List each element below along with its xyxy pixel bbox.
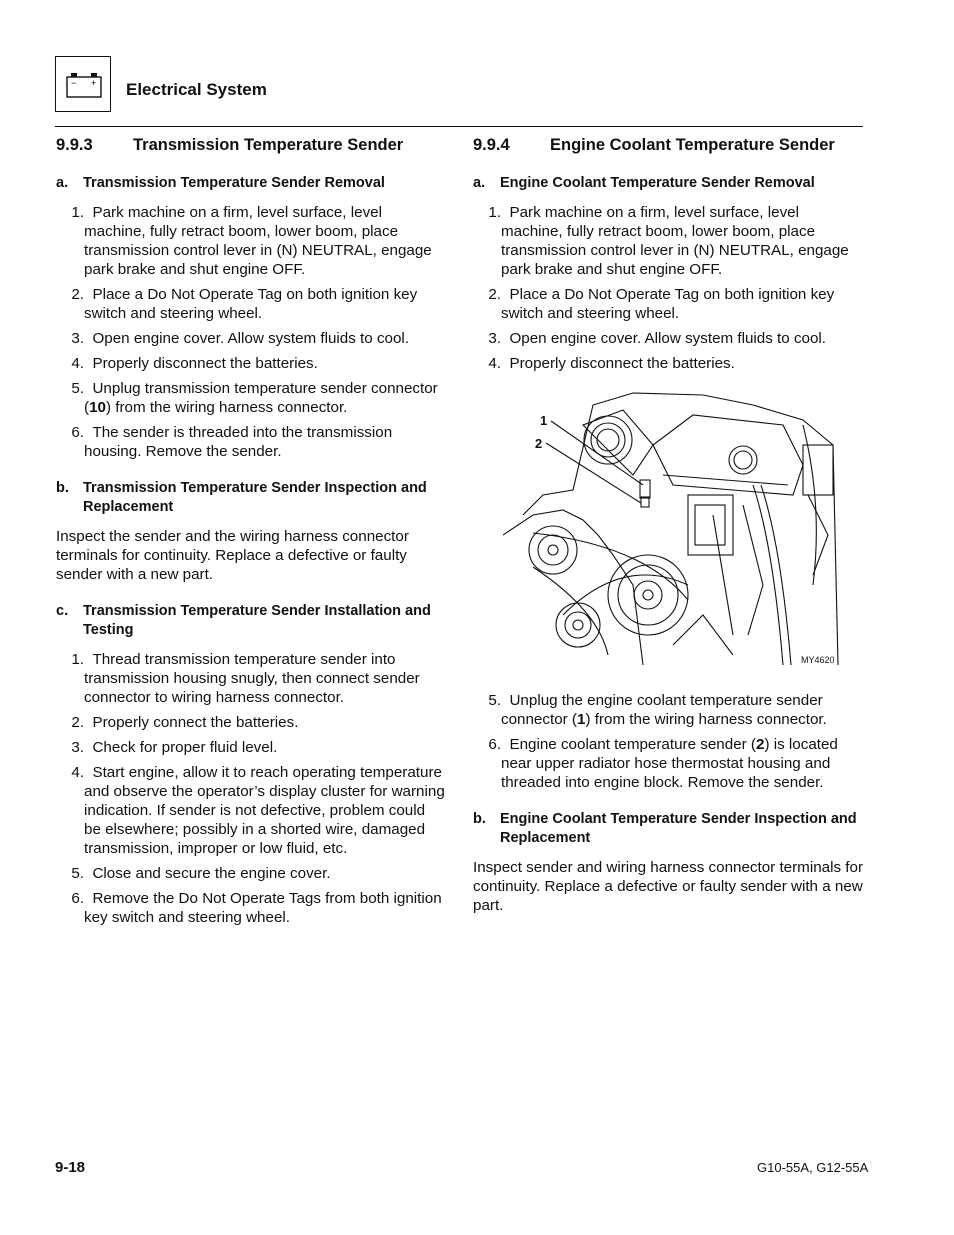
section-title: Transmission Temperature Sender	[133, 136, 404, 154]
removal-steps	[56, 203, 446, 461]
subheading-letter: a.	[473, 175, 486, 191]
figure-code: MY4620	[801, 655, 835, 665]
list-item: 6. Remove the Do Not Operate Tags from both ignition key switch and steering wheel.	[71, 890, 442, 926]
list-item: 2. Place a Do Not Operate Tag on both ignition key switch and steering wheel.	[71, 286, 418, 322]
inspection-paragraph: Inspect the sender and the wiring harness connector terminals for continuity. Replace a defective or faulty sender with a new part.	[56, 528, 409, 583]
subheading-inspection	[56, 479, 446, 517]
list-item: 1. Park machine on a firm, level surface, level machine, fully retract boom, lower boom, place transmission control lever in (N) NEUTRAL, engage park brake and shut engine OFF.	[488, 204, 849, 278]
subheading-title: Engine Coolant Temperature Sender Removal	[500, 175, 815, 191]
list-item: 4. Start engine, allow it to reach operating temperature and observe the operator’s display cluster for warning indication. If sender is not defective, problem could be elsewhere; possibly in a shorted wire, damaged transmission, improper or low fluid, etc.	[71, 764, 445, 857]
subheading-letter: a.	[56, 175, 69, 191]
list-item: 4. Properly disconnect the batteries.	[71, 355, 318, 372]
list-item: 5. Close and secure the engine cover.	[71, 865, 331, 882]
list-item: 5. Unplug the engine coolant temperature sender connector (1) from the wiring harness connector.	[488, 692, 827, 728]
subheading-letter: b.	[473, 811, 486, 827]
inspection-paragraph: Inspect sender and wiring harness connector terminals for continuity. Replace a defective or faulty sender with a new part.	[473, 859, 864, 914]
engine-drawing	[503, 385, 853, 665]
battery-icon-box	[55, 56, 111, 112]
subheading-title: Engine Coolant Temperature Sender Inspection and Replacement	[500, 811, 857, 846]
section-title: Engine Coolant Temperature Sender	[550, 136, 835, 154]
list-item: 2. Place a Do Not Operate Tag on both ignition key switch and steering wheel.	[488, 286, 835, 322]
list-item: 1. Thread transmission temperature sender into transmission housing snugly, then connect sender connector to wiring harness connector.	[71, 651, 420, 706]
page-section-title: Electrical System	[126, 80, 267, 99]
list-item: 1. Park machine on a firm, level surface, level machine, fully retract boom, lower boom, place transmission control lever in (N) NEUTRAL, engage park brake and shut engine OFF.	[71, 204, 432, 278]
list-item: 4. Properly disconnect the batteries.	[488, 355, 735, 372]
subheading-title: Transmission Temperature Sender Inspection and Replacement	[83, 480, 427, 515]
subheading-removal	[56, 174, 446, 193]
section-number: 9.9.3	[56, 136, 93, 154]
subheading-letter: c.	[56, 603, 69, 619]
subheading-inspection	[473, 810, 863, 848]
section-heading-coolant	[473, 136, 863, 155]
battery-minus: −	[71, 78, 77, 88]
list-item: 3. Open engine cover. Allow system fluids to cool.	[488, 330, 827, 347]
model-numbers: G10-55A, G12-55A	[757, 1160, 869, 1175]
removal-steps-part2	[473, 691, 863, 792]
list-item: 5. Unplug transmission temperature sender connector (10) from the wiring harness connector.	[71, 380, 438, 416]
subheading-removal	[473, 174, 863, 193]
callout-2: 2	[535, 436, 543, 451]
section-number: 9.9.4	[473, 136, 510, 154]
subheading-title: Transmission Temperature Sender Removal	[83, 175, 385, 191]
list-item: 6. Engine coolant temperature sender (2) is located near upper radiator hose thermostat housing and threaded into engine block. Remove the sender.	[488, 736, 838, 791]
battery-icon	[56, 57, 112, 113]
subheading-installation	[56, 602, 446, 640]
battery-plus: +	[91, 78, 97, 88]
list-item: 3. Open engine cover. Allow system fluids to cool.	[71, 330, 410, 347]
left-column	[56, 136, 446, 945]
list-item: 3. Check for proper fluid level.	[71, 739, 278, 756]
section-heading-transmission	[56, 136, 446, 155]
installation-steps	[56, 650, 446, 927]
list-item: 2. Properly connect the batteries.	[71, 714, 299, 731]
callout-1: 1	[540, 413, 548, 428]
engine-illustration	[503, 385, 853, 665]
header-divider	[55, 126, 863, 127]
removal-steps-part1	[473, 203, 863, 373]
list-item: 6. The sender is threaded into the transmission housing. Remove the sender.	[71, 424, 393, 460]
right-column	[473, 136, 863, 933]
subheading-letter: b.	[56, 480, 69, 496]
subheading-title: Transmission Temperature Sender Installation and Testing	[83, 603, 431, 638]
page-number: 9-18	[55, 1159, 86, 1176]
